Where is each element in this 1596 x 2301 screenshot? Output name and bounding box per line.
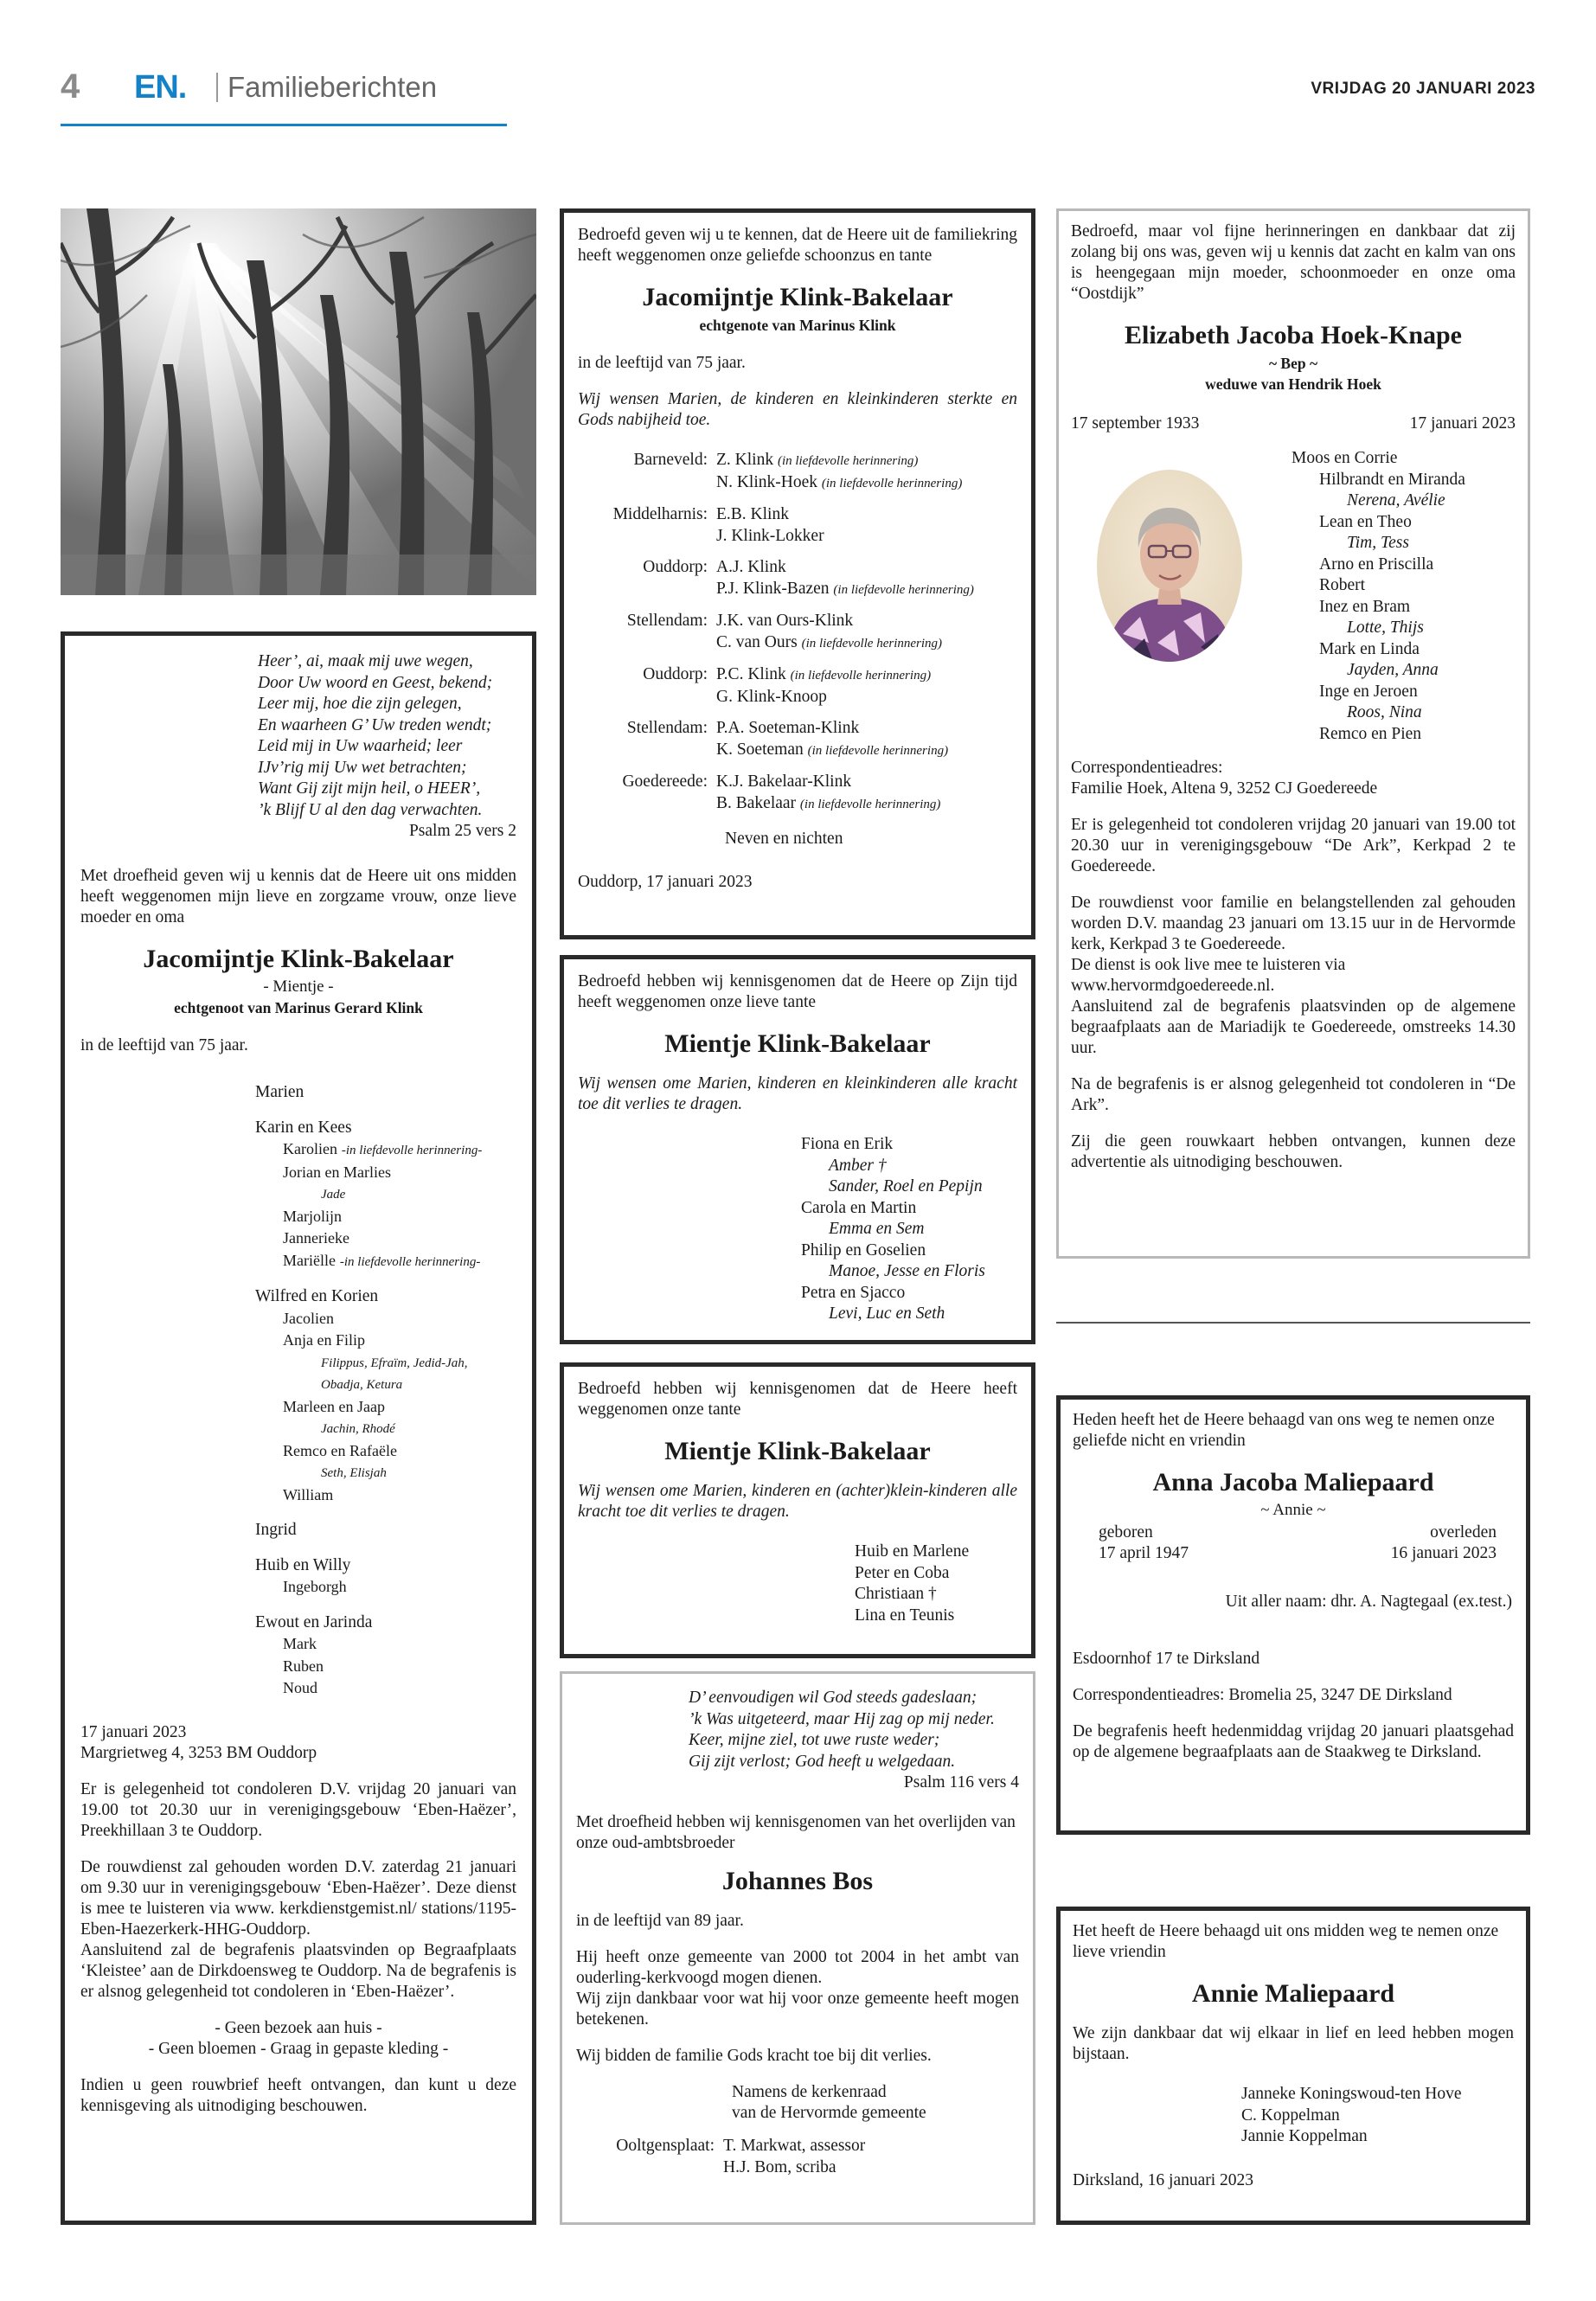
relatives-names	[716, 450, 1017, 504]
relative-name: N. Klink-Hoek	[716, 472, 817, 491]
family-member: Jannie Koppelman	[1241, 2127, 1368, 2145]
place-label: Stellendam:	[626, 719, 708, 737]
family-member-row	[255, 1633, 516, 1656]
notice-anna-maliepaard	[1056, 1395, 1530, 1835]
family-list	[855, 1541, 1017, 1626]
deceased-name: Elizabeth Jacoba Hoek-Knape	[1124, 321, 1462, 349]
signatories-table	[576, 2136, 1019, 2178]
header-rule	[61, 124, 507, 126]
family-member: Inez en Bram	[1319, 597, 1411, 616]
deceased-name: Anna Jacoba Maliepaard	[1152, 1468, 1434, 1497]
notice-jacomijntje-family	[61, 631, 536, 2225]
family-member: Ewout en Jarinda	[255, 1612, 373, 1631]
home-address: Esdoornhof 17 te Dirksland	[1073, 1650, 1260, 1668]
relative-name: K. Soeteman	[716, 740, 804, 759]
place-label: Stellendam:	[626, 612, 708, 630]
widow-line: weduwe van Hendrik Hoek	[1205, 375, 1381, 393]
family-member: Wilfred en Korien	[255, 1287, 379, 1305]
family-group	[255, 1286, 516, 1506]
notice-johannes-bos	[560, 1671, 1035, 2225]
relative-row	[716, 472, 1017, 495]
intro-text: Bedroefd, maar vol fijne herinneringen en dankbaar dat zij zolang bij ons was, geven wij u kennis dat zacht en kalm van ons is heengegaan mijn moeder, schoonmoeder en onze oma “Oostdijk”	[1071, 222, 1516, 303]
home-address: Margrietweg 4, 3253 BM Ouddorp	[80, 1743, 317, 1762]
burial-text: Aansluitend zal de begrafenis plaatsvinden op Begraafplaats ‘Kleistee’ aan de Dirkdoensweg te Ouddorp. Na de begrafenis is er alsnog gelegenheid tot condoleren in ‘Eben-Haëzer’.	[80, 1940, 516, 2001]
relatives-names	[716, 718, 1017, 772]
poem-line: Door Uw woord en Geest, bekend;	[258, 673, 493, 692]
born-label: geboren	[1099, 1523, 1153, 1541]
family-member-row	[255, 1374, 516, 1396]
issue-date: VRIJDAG 20 JANUARI 2023	[1311, 80, 1535, 98]
poem-line: ’k Was uitgeteerd, maar Hij zag op mij neder.	[689, 1709, 995, 1728]
family-member: Obadja, Ketura	[321, 1378, 403, 1392]
age-line: in de leeftijd van 89 jaar.	[576, 1912, 744, 1930]
poem-line: Leid mij in Uw waarheid; leer	[258, 737, 463, 755]
family-member: Christiaan †	[855, 1585, 937, 1603]
family-member-row	[255, 1206, 516, 1228]
correspondence-label: Correspondentieadres:	[1071, 759, 1223, 777]
died-label: overleden	[1430, 1523, 1497, 1541]
relative-name: Z. Klink	[716, 451, 774, 469]
family-member-row	[255, 1352, 516, 1375]
family-member: Marien	[255, 1083, 304, 1101]
death-date: 16 januari 2023	[1390, 1544, 1497, 1562]
poem-line: IJv’rig mij Uw wet betrachten;	[258, 758, 467, 777]
birth-date: 17 september 1933	[1071, 414, 1200, 433]
poem-line: Gij zijt verlost; God heeft u welgedaan.	[689, 1752, 956, 1771]
portrait-photo	[1097, 470, 1242, 662]
signature-line: Namens de kerkenraad	[732, 2083, 887, 2101]
family-member: Remco en Pien	[1319, 724, 1422, 743]
deceased-name: Mientje Klink-Bakelaar	[664, 1029, 931, 1058]
relatives-names	[716, 611, 1017, 664]
nickname: ~ Annie ~	[1260, 1501, 1326, 1519]
psalm-poem	[258, 651, 516, 821]
family-member: Mark	[283, 1635, 317, 1652]
wish-text: Wij wensen ome Marien, kinderen en (achter)klein-kinderen alle kracht toe dit verlies te dragen.	[578, 1482, 1017, 1521]
burial-text: Aansluitend zal de begrafenis plaatsvinden op de algemene begraafplaats aan de Mariadijk te Goedereede, omstreeks 14.30 uur.	[1071, 997, 1516, 1057]
family-member: Jayden, Anna	[1347, 661, 1439, 679]
family-member: Jade	[321, 1188, 346, 1202]
family-member-row	[255, 1396, 516, 1419]
relative-row	[716, 611, 1017, 632]
relative-name: E.B. Klink	[716, 505, 789, 523]
family-member: Lotte, Thijs	[1347, 619, 1424, 637]
family-list	[801, 1134, 1017, 1325]
poem-line: D’ eenvoudigen wil God steeds gadeslaan;	[689, 1689, 977, 1707]
after-text: Na de begrafenis is er alsnog gelegenheid tot condoleren in “De Ark”.	[1071, 1075, 1516, 1114]
place-date: Dirksland, 16 januari 2023	[1073, 2170, 1254, 2189]
condolence-text: Er is gelegenheid tot condoleren D.V. vrijdag 20 januari van 19.00 tot 20.30 uur in verenigingsgebouw ‘Eben-Haëzer’, Preekhillaan 3 te Ouddorp.	[80, 1779, 516, 1840]
memorial-note: (in liefdevolle herinnering)	[833, 582, 974, 597]
logo-divider	[216, 73, 218, 102]
no-visit-line: - Geen bezoek aan huis -	[215, 2018, 382, 2037]
memorial-note: (in liefdevolle herinnering)	[799, 797, 941, 811]
column-separator	[1056, 1322, 1530, 1324]
intro-text: Met droefheid hebben wij kennisgenomen van het overlijden van onze oud-ambtsbroeder	[576, 1813, 1016, 1852]
body-text: Wij zijn dankbaar voor wat hij voor onze gemeente heeft mogen betekenen.	[576, 1990, 1019, 2029]
correspondence-address: Familie Hoek, Altena 9, 3252 CJ Goedereede	[1071, 779, 1378, 798]
relative-name: P.A. Soeteman-Klink	[716, 719, 860, 737]
place-label: Barneveld:	[633, 451, 708, 469]
memorial-note: -in liefdevolle herinnering-	[339, 1254, 481, 1269]
family-member: Tim, Tess	[1347, 534, 1409, 552]
life-dates	[1071, 413, 1516, 436]
family-member-row	[255, 1330, 516, 1352]
wish-text: Wij wensen Marien, de kinderen en kleinkinderen sterkte en Gods nabijheid toe.	[578, 390, 1017, 429]
family-member: Peter en Coba	[855, 1563, 950, 1582]
family-member: Huib en Willy	[255, 1555, 351, 1574]
age-line: in de leeftijd van 75 jaar.	[578, 354, 746, 372]
invitation-note: Zij die geen rouwkaart hebben ontvangen, kunnen deze advertentie als uitnodiging beschouwen.	[1071, 1132, 1516, 1171]
family-member: Marjolijn	[283, 1207, 342, 1225]
notice-annie-maliepaard	[1056, 1907, 1530, 2225]
place-label: Goedereede:	[622, 772, 708, 791]
date-line: 17 januari 2023	[80, 1722, 187, 1741]
section-title: Familieberichten	[228, 71, 438, 103]
family-list	[255, 1082, 516, 1700]
family-member: Huib en Marlene	[855, 1542, 970, 1561]
relative-row	[716, 687, 1017, 708]
family-group	[255, 1520, 516, 1541]
family-member-row	[255, 1227, 516, 1250]
family-member-row	[255, 1183, 516, 1206]
family-member-row	[255, 1462, 516, 1484]
memorial-note: (in liefdevolle herinnering)	[790, 669, 932, 683]
family-member: William	[283, 1485, 334, 1503]
service-text: De rouwdienst voor familie en belangstellenden zal gehouden worden D.V. maandag 23 januari om 13.15 uur in de Hervormde kerk, Kerkpad 3 te Goedereede.	[1071, 894, 1516, 953]
age-line: in de leeftijd van 75 jaar.	[80, 1036, 248, 1054]
intro-text: Bedroefd geven wij u te kennen, dat de Heere uit de familiekring heeft weggenomen onze geliefde schoonzus en tante	[578, 226, 1017, 265]
family-group	[255, 1082, 516, 1104]
family-list	[1241, 2084, 1514, 2148]
family-member: Manoe, Jesse en Floris	[829, 1262, 985, 1280]
burial-text: De begrafenis heeft hedenmiddag vrijdag 20 januari plaatsgehad op de algemene begraafplaats aan de Staakweg te Dirksland.	[1073, 1722, 1514, 1761]
family-member: Mark en Linda	[1319, 639, 1420, 658]
family-member: Jacolien	[283, 1309, 334, 1327]
spouse-line: echtgenote van Marinus Klink	[699, 317, 896, 334]
relative-row	[716, 450, 1017, 472]
spouse-line: echtgenoot van Marinus Gerard Klink	[174, 999, 423, 1016]
place-label: Ouddorp:	[643, 558, 708, 576]
relative-row	[716, 740, 1017, 762]
family-member: Emma en Sem	[829, 1220, 925, 1238]
family-member: Anja en Filip	[283, 1331, 365, 1349]
deceased-name: Jacomijntje Klink-Bakelaar	[642, 283, 953, 311]
family-member: Moos en Corrie	[1292, 449, 1398, 467]
memorial-note: (in liefdevolle herinnering)	[801, 636, 943, 651]
poem-line: Heer’, ai, maak mij uwe wegen,	[258, 652, 473, 670]
relative-name: J.K. van Ours-Klink	[716, 612, 854, 630]
relatives-row	[578, 557, 1017, 611]
relatives-row	[578, 718, 1017, 772]
relatives-row	[578, 450, 1017, 504]
memorial-note: (in liefdevolle herinnering)	[777, 454, 919, 468]
notice-mientje-nieces	[560, 955, 1035, 1344]
family-member: Amber †	[829, 1156, 887, 1175]
poem-line: En waarheen G’ Uw treden wendt;	[258, 715, 492, 734]
family-member: Noud	[283, 1679, 317, 1696]
family-member: Ingrid	[255, 1521, 297, 1539]
family-member-row	[255, 1576, 516, 1599]
family-member: Remco en Rafaële	[283, 1441, 397, 1459]
body-text: Hij heeft onze gemeente van 2000 tot 2004 in het ambt van ouderling-kerkvoogd mogen dienen.	[576, 1948, 1019, 1987]
family-member-row	[255, 1656, 516, 1678]
signatory: T. Markwat, assessor	[723, 2137, 866, 2155]
notice-jacomijntje-inlaws	[560, 208, 1035, 939]
family-member-row	[255, 1440, 516, 1463]
relatives-row	[578, 504, 1017, 557]
family-member-row	[255, 1308, 516, 1330]
family-member: Philip en Goselien	[801, 1240, 926, 1259]
clothing-line: - Geen bloemen - Graag in gepaste kleding -	[148, 2039, 449, 2058]
family-member-row	[255, 1250, 516, 1273]
place-label: Ouddorp:	[643, 665, 708, 683]
family-member: Ingeborgh	[283, 1578, 347, 1595]
family-member: Filippus, Efraïm, Jedid-Jah,	[321, 1356, 468, 1370]
invitation-note: Indien u geen rouwbrief heeft ontvangen, dan kunt u deze kennisgeving als uitnodiging beschouwen.	[80, 2075, 516, 2115]
family-member: Seth, Elisjah	[321, 1466, 387, 1480]
poem-line: Want Gij zijt mijn heil, o HEER’,	[258, 779, 481, 798]
relatives-row	[578, 772, 1017, 825]
relative-name: P.C. Klink	[716, 665, 786, 683]
intro-text: Bedroefd hebben wij kennisgenomen dat de Heere heeft weggenomen onze tante	[578, 1380, 1017, 1419]
family-group	[255, 1612, 516, 1700]
life-dates	[1090, 1522, 1497, 1566]
relative-name: K.J. Bakelaar-Klink	[716, 772, 852, 791]
family-member: Hilbrandt en Miranda	[1319, 470, 1465, 489]
memorial-note: -in liefdevolle herinnering-	[341, 1144, 483, 1157]
family-member: Roos, Nina	[1347, 703, 1422, 721]
deceased-name: Jacomijntje Klink-Bakelaar	[143, 945, 454, 973]
memorial-note: (in liefdevolle herinnering)	[821, 476, 963, 490]
family-group	[255, 1555, 516, 1599]
family-member: Petra en Sjacco	[801, 1283, 906, 1302]
family-member: Jachin, Rhodé	[321, 1422, 395, 1436]
family-member-row	[255, 1418, 516, 1440]
family-member: Janneke Koningswoud-ten Hove	[1241, 2085, 1462, 2103]
condolence-text: Er is gelegenheid tot condoleren vrijdag 20 januari van 19.00 tot 20.30 uur in verenigingsgebouw “De Ark”, Kerkpad 2 te Goedereede.	[1071, 816, 1516, 875]
family-member: Ruben	[283, 1657, 324, 1675]
family-member: Marleen en Jaap	[283, 1397, 385, 1415]
relative-name: G. Klink-Knoop	[716, 687, 827, 706]
family-list	[1292, 448, 1465, 745]
relative-row	[716, 579, 1017, 601]
psalm-poem	[689, 1688, 1019, 1772]
family-member: Arno en Priscilla	[1319, 554, 1434, 574]
poem-line: Keer, mijne ziel, tot uwe ruste weder;	[689, 1731, 940, 1749]
deceased-name: Annie Maliepaard	[1191, 1979, 1395, 2008]
family-member: Nerena, Avélie	[1347, 491, 1445, 510]
birth-date: 17 april 1947	[1099, 1544, 1189, 1562]
relative-name: A.J. Klink	[716, 558, 786, 576]
body-text: Wij bidden de familie Gods kracht toe bij dit verlies.	[576, 2047, 932, 2065]
closing-line: Neven en nichten	[725, 830, 843, 848]
deceased-name: Johannes Bos	[721, 1867, 874, 1895]
service-text: De dienst is ook live mee te luisteren via	[1071, 956, 1346, 974]
family-member: Levi, Luc en Seth	[829, 1304, 945, 1323]
family-member: Fiona en Erik	[801, 1135, 894, 1153]
nickname: ~ Bep ~	[1268, 355, 1318, 372]
relative-name: B. Bakelaar	[716, 793, 797, 812]
relatives-table	[578, 450, 1017, 825]
family-member: Sander, Roel en Pepijn	[829, 1177, 983, 1195]
family-member: Mariëlle	[283, 1251, 336, 1269]
signature-line: van de Hervormde gemeente	[732, 2104, 926, 2122]
deceased-name: Mientje Klink-Bakelaar	[664, 1437, 931, 1465]
relative-row	[716, 632, 1017, 655]
signature-line: Uit aller naam: dhr. A. Nagtegaal (ex.test.)	[1225, 1593, 1512, 1611]
relatives-names	[716, 557, 1017, 611]
relative-row	[716, 772, 1017, 793]
family-member: Karolien	[283, 1140, 337, 1157]
page-number: 4	[61, 67, 80, 106]
place-label: Middelharnis:	[612, 505, 708, 523]
relative-row	[716, 793, 1017, 816]
intro-text: Bedroefd hebben wij kennisgenomen dat de Heere op Zijn tijd heeft weggenomen onze lieve tante	[578, 972, 1017, 1011]
family-member: Robert	[1319, 576, 1366, 594]
death-date: 17 januari 2023	[1409, 414, 1516, 433]
relatives-row	[578, 664, 1017, 718]
relative-row	[716, 526, 1017, 548]
family-member: Jorian en Marlies	[283, 1163, 391, 1181]
website-link: www.hervormdgoedereede.nl.	[1071, 977, 1275, 995]
correspondence-address: Correspondentieadres: Bromelia 25, 3247 DE Dirksland	[1073, 1686, 1452, 1704]
relatives-names	[716, 504, 1017, 557]
relatives-row	[578, 611, 1017, 664]
poem-line: Leer mij, hoe die zijn gelegen,	[258, 695, 462, 713]
relative-name: C. van Ours	[716, 632, 798, 651]
relative-row	[716, 664, 1017, 687]
family-member: Inge en Jeroen	[1319, 682, 1418, 701]
family-member-row	[255, 1162, 516, 1184]
family-member-row	[255, 1484, 516, 1507]
page-header	[61, 67, 1535, 111]
relative-row	[716, 557, 1017, 579]
family-member: Carola en Martin	[801, 1198, 917, 1217]
place-label: Ooltgensplaat:	[616, 2137, 715, 2155]
brand-logo: EN.	[134, 69, 187, 106]
relative-row	[716, 718, 1017, 740]
nickname: - Mientje -	[263, 977, 334, 996]
family-member-row	[255, 1138, 516, 1162]
relative-name: J. Klink-Lokker	[716, 526, 824, 545]
signatory: H.J. Bom, scriba	[723, 2157, 836, 2176]
family-member: Karin en Kees	[255, 1118, 352, 1137]
family-member: Lina en Teunis	[855, 1606, 955, 1625]
family-member-row	[255, 1677, 516, 1700]
forest-sunrays-photo	[61, 208, 536, 595]
body-text: We zijn dankbaar dat wij elkaar in lief en leed hebben mogen bijstaan.	[1073, 2024, 1514, 2063]
notice-mientje-cousins	[560, 1362, 1035, 1658]
psalm-reference: Psalm 25 vers 2	[408, 822, 516, 840]
intro-text: Heden heeft het de Heere behaagd van ons weg te nemen onze geliefde nicht en vriendin	[1073, 1411, 1495, 1450]
memorial-note: (in liefdevolle herinnering)	[807, 743, 949, 758]
family-member: Jannerieke	[283, 1229, 349, 1247]
psalm-reference: Psalm 116 vers 4	[903, 1773, 1019, 1791]
poem-line: ’k Blijf U al den dag verwachten.	[258, 800, 483, 819]
notice-elizabeth-hoek	[1056, 208, 1530, 1259]
relatives-names	[716, 664, 1017, 718]
wish-text: Wij wensen ome Marien, kinderen en kleinkinderen alle kracht toe dit verlies te dragen.	[578, 1074, 1017, 1113]
relatives-names	[716, 772, 1017, 825]
family-group	[255, 1118, 516, 1273]
intro-text: Het heeft de Heere behaagd uit ons midden weg te nemen onze lieve vriendin	[1073, 1922, 1499, 1961]
place-date: Ouddorp, 17 januari 2023	[578, 873, 753, 891]
family-member: C. Koppelman	[1241, 2106, 1340, 2125]
relative-name: P.J. Klink-Bazen	[716, 579, 830, 598]
relative-row	[716, 504, 1017, 526]
service-text: De rouwdienst zal gehouden worden D.V. zaterdag 21 januari om 9.30 uur in verenigingsgebouw ‘Eben-Haëzer’. Deze dienst is mee te luisteren via www. kerkdienstgemist.nl/ stations/1195-Eben-Haezerkerk-HHG-Ouddorp.	[80, 1857, 516, 1939]
intro-text: Met droefheid geven wij u kennis dat de Heere uit ons midden heeft weggenomen mijn lieve en zorgzame vrouw, onze lieve moeder en oma	[80, 867, 516, 926]
family-member: Lean en Theo	[1319, 512, 1412, 531]
